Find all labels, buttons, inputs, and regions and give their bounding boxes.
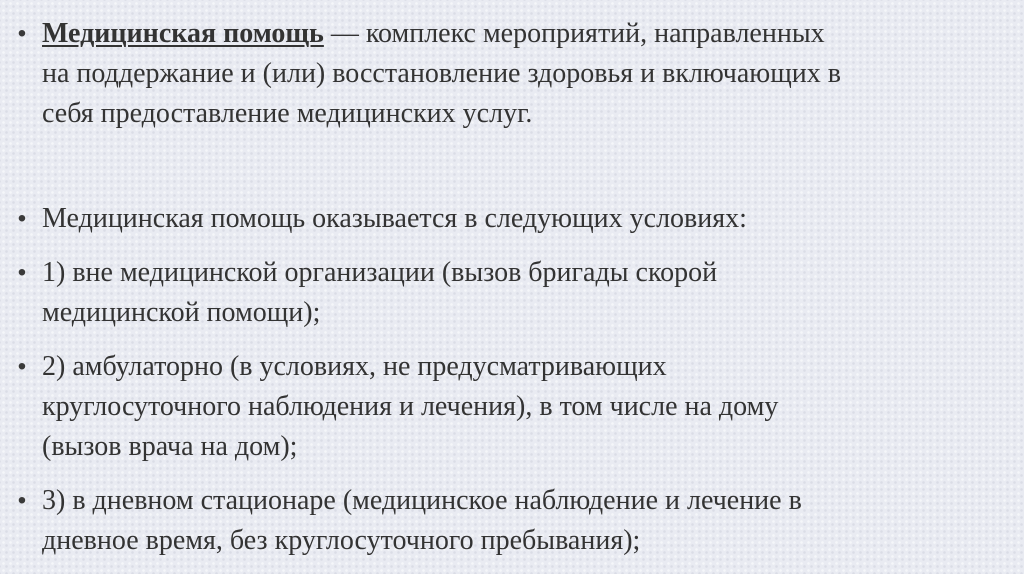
bullet-marker: • <box>17 487 27 514</box>
definition-text: — комплекс мероприятий, направленных <box>323 18 825 49</box>
bullet-line: дневное время, без круглосуточного пребывания); <box>42 525 641 556</box>
bullet-marker: • <box>17 259 27 286</box>
bullet-line: круглосуточного наблюдения и лечения), в том числе на дому <box>42 391 779 422</box>
bullet-line: 1) вне медицинской организации (вызов бригады скорой <box>42 257 718 288</box>
bullet-marker: • <box>17 20 27 47</box>
bullet-line <box>42 14 825 54</box>
bullet-line: (вызов врача на дом); <box>42 431 298 462</box>
bullet-line: себя предоставление медицинских услуг. <box>42 98 533 129</box>
bullet-line: 3) в дневном стационаре (медицинское наблюдение и лечение в <box>42 485 802 516</box>
bullet-line: Медицинская помощь оказывается в следующих условиях: <box>42 203 747 234</box>
bullet-line: 2) амбулаторно (в условиях, не предусматривающих <box>42 351 667 382</box>
bullet-marker: • <box>17 205 27 232</box>
bullet-marker: • <box>17 353 27 380</box>
bullet-line: медицинской помощи); <box>42 297 321 328</box>
defined-term: Медицинская помощь <box>42 18 324 49</box>
bullet-line: на поддержание и (или) восстановление здоровья и включающих в <box>42 58 841 89</box>
